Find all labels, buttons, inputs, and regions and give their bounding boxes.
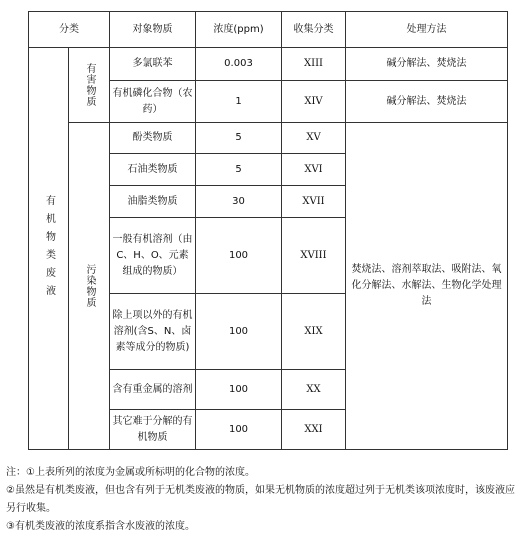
concentration-cell: 100 — [196, 370, 282, 410]
substance-cell: 除上项以外的有机溶剂(含S、N、卤素等成分的物质) — [110, 294, 196, 370]
concentration-cell: 5 — [196, 154, 282, 186]
sub-toxic-label: 有害物质 — [84, 63, 95, 107]
collection-class-cell: XVII — [282, 186, 346, 218]
group-organic-cell — [29, 48, 69, 450]
method-cell: 碱分解法、焚烧法 — [346, 81, 508, 123]
collection-class-cell: XIII — [282, 48, 346, 81]
sub-polluting-cell — [69, 123, 110, 450]
group-organic-label: 有机物类废液 — [43, 194, 55, 303]
concentration-cell: 1 — [196, 81, 282, 123]
footnote-2: ②虽然是有机类废液，但也含有列于无机类废液的物质，如果无机物质的浓度超过列于无机类该项浓度时，该废液应另行收集。 — [6, 485, 515, 514]
footnote-3: ③有机类废液的浓度系指含水废液的浓度。 — [6, 521, 195, 532]
method-cell: 碱分解法、焚烧法 — [346, 48, 508, 81]
concentration-cell: 30 — [196, 186, 282, 218]
header-category: 分类 — [29, 12, 110, 48]
collection-class-cell: XVI — [282, 154, 346, 186]
header-substance: 对象物质 — [110, 12, 196, 48]
concentration-cell: 5 — [196, 123, 282, 154]
concentration-cell: 100 — [196, 218, 282, 294]
substance-cell: 含有重金属的溶剂 — [110, 370, 196, 410]
substance-cell: 一般有机溶剂（由C、H、O、元素组成的物质） — [110, 218, 196, 294]
header-concentration: 浓度(ppm) — [196, 12, 282, 48]
header-method: 处理方法 — [346, 12, 508, 48]
collection-class-cell: XXI — [282, 410, 346, 450]
footnote-1: 注：①上表所列的浓度为金属或所标明的化合物的浓度。 — [6, 467, 255, 478]
header-collection: 收集分类 — [282, 12, 346, 48]
header-row — [29, 12, 508, 48]
concentration-cell: 100 — [196, 410, 282, 450]
table-row — [29, 48, 508, 81]
substance-cell: 油脂类物质 — [110, 186, 196, 218]
substance-cell: 多氯联苯 — [110, 48, 196, 81]
substance-cell: 其它难于分解的有机物质 — [110, 410, 196, 450]
collection-class-cell: XVIII — [282, 218, 346, 294]
shared-method-cell: 焚烧法、溶剂萃取法、吸附法、氧化分解法、水解法、生物化学处理法 — [346, 123, 508, 450]
substance-cell: 酚类物质 — [110, 123, 196, 154]
concentration-cell: 100 — [196, 294, 282, 370]
sub-polluting-label: 污染物质 — [84, 264, 95, 308]
collection-class-cell: XV — [282, 123, 346, 154]
collection-class-cell: XX — [282, 370, 346, 410]
footnotes — [6, 464, 516, 536]
table-row — [29, 123, 508, 154]
concentration-cell: 0.003 — [196, 48, 282, 81]
substance-cell: 石油类物质 — [110, 154, 196, 186]
collection-class-cell: XIX — [282, 294, 346, 370]
substance-cell: 有机磷化合物（农药） — [110, 81, 196, 123]
waste-liquid-table — [28, 11, 508, 450]
sub-toxic-cell — [69, 48, 110, 123]
collection-class-cell: XIV — [282, 81, 346, 123]
